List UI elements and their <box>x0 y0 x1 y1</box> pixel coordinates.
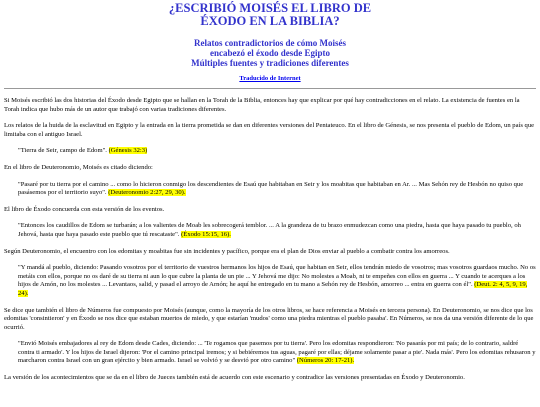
scripture-reference: (Éxodo 15:15, 16). <box>181 230 231 238</box>
paragraph-numbers: Se dice que también el libro de Números fue compuesto por Moisés (aunque, como la mayoría de los otros libros, se hace referencia a Moisés en tercera persona). En Deuteronomio, se nos dice que los edomitas 'consintieron' y en Éxodo se nos dice que estaban muertos de miedo, y que estarían 'mudos' como una piedra mientras el pueblo pasaba'. En Números, se nos da una versión diferente de lo que ocurrió. <box>4 306 534 331</box>
credit <box>4 75 536 82</box>
paragraph-exodus: El libro de Éxodo concuerda con esta versión de los eventos. <box>4 205 165 213</box>
article <box>0 2 540 383</box>
paragraph-deuteronomy: En el libro de Deuteronomio, Moisés es citado diciendo: <box>4 163 153 171</box>
subtitle-line-1: Relatos contradictorios de cómo Moisés <box>194 38 346 48</box>
scripture-reference: (Génesis 32:3) <box>108 147 148 155</box>
subtitle-line-2: encabezó el éxodo desde Egipto <box>210 48 330 58</box>
quote-text: "Pasaré por tu tierra por el camino ... como lo hicieron conmigo los descendientes de Esaú que habitaban en Seir y los moabitas que habitaban en Ar. ... Mas Sehón rey de Hesbón no quiso que pasásemos por el territorio suyo". <box>18 180 524 197</box>
scripture-reference: (Deuteronomio 2:27, 29, 30). <box>108 189 186 197</box>
quote-genesis <box>18 147 536 156</box>
quote-deuteronomy-2 <box>18 181 536 198</box>
title-line-2: ÉXODO EN LA BIBLIA? <box>200 14 340 28</box>
paragraph-intro: Si Moisés escribió las dos historias del Éxodo desde Egipto que se hallan en la Torah de la Biblia, entonces hay que explicar por qué hay contradicciones en el relato. La existencia de fuentes en la Torah indica que hubo más de un autor que trabajó con varias tradiciones diferentes. <box>4 97 520 113</box>
quote-exodus <box>18 222 536 239</box>
title-line-1: ¿ESCRIBIÓ MOISÉS EL LIBRO DE <box>168 1 372 15</box>
page-title <box>4 2 536 28</box>
scripture-reference: (Deut. 2: 4, 5, 9, 19, 24). <box>18 281 528 297</box>
quote-text: "Y mandá al pueblo, diciendo: Pasando vosotros por el territorio de vuestros hermanos los hijos de Esaú, que habitan en Seir, ellos tendrán miedo de vosotros; mas vosotros guardaos mucho. No os metáis con ellos, porque no os daré de su tierra ni aun lo que cubre la planta de un pie ... Y Jehová me dijo: No molestes a Moab, ni te empeñes con ellos en guerra ... Y cuando te acerques a los hijos de Amón, no los molestes ... Levantaos, salid, y pasad el arroyo de Arnón; he aquí he entregado en tu mano a Sehón rey de Hesbón, amorreo ... entra en guerra con él". <box>18 264 536 289</box>
quote-text: "Envió Moisés embajadores al rey de Edom desde Cades, diciendo: ... 'Te rogamos que pasemos por tu tierra'. Pero los edomitas respondieron: 'No pasarás por mi país; de lo contrario, saldré contra ti armado'. Y los hijos de Israel dijeron: 'Por el camino principal iremos; y si bebiéremos tus aguas, pagaré por ellas; déjame solamente pasar a pie'. Nada más'. Pero los edomitas rehusaron y marcharon contra Israel con un gran ejército y bien armado. Israel se volvió y se desvió por otro camino" <box>18 340 536 365</box>
paragraph-encounter: Según Deuteronomio, el encuentro con los edomitas y moabitas fue sin incidentes y pacífico, porque era el plan de Dios enviar al pueblo a combatir contra los amorreos. <box>4 247 450 255</box>
quote-text: "Entonces los caudillos de Edom se turbarán; a los valientes de Moab les sobrecogerá temblor. ... A la grandeza de tu brazo enmudezcan como una piedra, hasta que haya pasado tu pueblo, oh Jehová, hasta que haya pasado este pueblo que tú rescataste". <box>18 222 521 238</box>
translation-credit-link[interactable]: Traducido de Internet <box>239 75 301 82</box>
quote-numbers <box>18 340 536 366</box>
paragraph-edom: Los relatos de la huida de la esclavitud en Egipto y la entrada en la tierra prometida se dan en diferentes versiones del Pentateuco. En el libro de Génesis, se nos presenta el pueblo de Edom, un país que limitaba con el antiguo Israel. <box>4 122 535 138</box>
divider <box>4 88 536 89</box>
subtitle-line-3: Múltiples fuentes y tradiciones diferentes <box>191 58 349 68</box>
quote-text: "Tierra de Seir, campo de Edom". <box>18 147 107 155</box>
paragraph-judges: La versión de los acontecimientos que se da en el libro de Jueces también está de acuerdo con este escenario y contradice las versiones presentadas en Éxodo y Deuteronomio. <box>4 374 465 382</box>
scripture-reference: (Números 20: 17-21). <box>296 357 355 365</box>
quote-deut-command <box>18 264 536 298</box>
page-subtitle <box>4 38 536 68</box>
